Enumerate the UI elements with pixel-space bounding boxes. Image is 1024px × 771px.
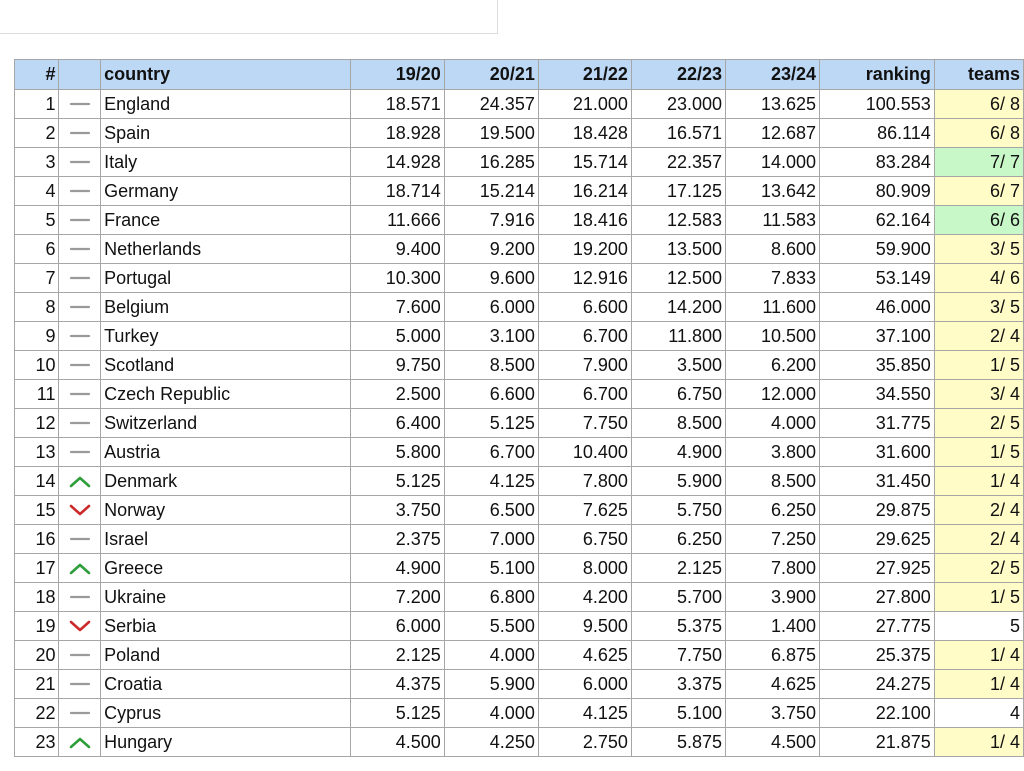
table-row[interactable] — [15, 438, 1024, 467]
rank-cell: 19 — [15, 612, 59, 641]
table-row[interactable] — [15, 148, 1024, 177]
ranking-cell: 31.450 — [820, 467, 935, 496]
season-22-23-cell: 5.100 — [631, 699, 725, 728]
season-21-22-cell: 6.700 — [538, 322, 631, 351]
season-19-20-cell: 7.200 — [350, 583, 444, 612]
season-21-22-cell: 7.750 — [538, 409, 631, 438]
table-row[interactable] — [15, 670, 1024, 699]
trend-cell — [59, 467, 101, 496]
teams-cell: 7/ 7 — [934, 148, 1023, 177]
season-19-20-cell: 5.800 — [350, 438, 444, 467]
table-row[interactable] — [15, 235, 1024, 264]
season-23-24-cell: 3.750 — [726, 699, 820, 728]
trend-cell — [59, 612, 101, 641]
ranking-cell: 46.000 — [820, 293, 935, 322]
teams-cell: 1/ 5 — [934, 438, 1023, 467]
trend-cell — [59, 90, 101, 119]
season-22-23-cell: 13.500 — [631, 235, 725, 264]
season-22-23-cell: 2.125 — [631, 554, 725, 583]
season-21-22-cell: 21.000 — [538, 90, 631, 119]
season-19-20-cell: 6.400 — [350, 409, 444, 438]
table-row[interactable] — [15, 264, 1024, 293]
teams-cell: 6/ 7 — [934, 177, 1023, 206]
rank-cell: 5 — [15, 206, 59, 235]
table-row[interactable] — [15, 525, 1024, 554]
teams-cell: 3/ 5 — [934, 235, 1023, 264]
trend-cell — [59, 728, 101, 757]
trend-same-icon — [62, 155, 97, 169]
season-19-20-cell: 5.125 — [350, 467, 444, 496]
ranking-cell: 86.114 — [820, 119, 935, 148]
trend-same-icon — [62, 213, 97, 227]
rank-cell: 10 — [15, 351, 59, 380]
season-21-22-cell: 4.625 — [538, 641, 631, 670]
season-19-20-cell: 3.750 — [350, 496, 444, 525]
season-22-23-cell: 14.200 — [631, 293, 725, 322]
trend-cell — [59, 322, 101, 351]
rank-cell: 8 — [15, 293, 59, 322]
season-20-21-cell: 4.000 — [444, 641, 538, 670]
table-row[interactable] — [15, 554, 1024, 583]
header-row — [15, 60, 1024, 90]
ranking-cell: 27.800 — [820, 583, 935, 612]
teams-cell: 6/ 8 — [934, 90, 1023, 119]
col-header-trend[interactable] — [59, 60, 101, 90]
table-row[interactable] — [15, 322, 1024, 351]
season-23-24-cell: 12.000 — [726, 380, 820, 409]
trend-cell — [59, 264, 101, 293]
table-row[interactable] — [15, 90, 1024, 119]
season-21-22-cell: 6.600 — [538, 293, 631, 322]
season-23-24-cell: 7.800 — [726, 554, 820, 583]
col-header-season-22-23[interactable]: 22/23 — [631, 60, 725, 90]
teams-cell: 1/ 4 — [934, 670, 1023, 699]
season-21-22-cell: 18.416 — [538, 206, 631, 235]
teams-cell: 2/ 5 — [934, 409, 1023, 438]
country-cell: Germany — [101, 177, 351, 206]
trend-cell — [59, 119, 101, 148]
rank-cell: 11 — [15, 380, 59, 409]
season-20-21-cell: 16.285 — [444, 148, 538, 177]
ranking-cell: 27.925 — [820, 554, 935, 583]
country-cell: Scotland — [101, 351, 351, 380]
country-cell: Israel — [101, 525, 351, 554]
season-22-23-cell: 5.375 — [631, 612, 725, 641]
teams-cell: 1/ 4 — [934, 641, 1023, 670]
col-header-teams[interactable]: teams — [934, 60, 1023, 90]
season-20-21-cell: 9.200 — [444, 235, 538, 264]
teams-cell: 2/ 4 — [934, 496, 1023, 525]
season-19-20-cell: 11.666 — [350, 206, 444, 235]
season-20-21-cell: 5.900 — [444, 670, 538, 699]
trend-cell — [59, 206, 101, 235]
season-23-24-cell: 13.642 — [726, 177, 820, 206]
ranking-cell: 62.164 — [820, 206, 935, 235]
trend-same-icon — [62, 184, 97, 198]
season-22-23-cell: 23.000 — [631, 90, 725, 119]
rank-cell: 13 — [15, 438, 59, 467]
table-row[interactable] — [15, 728, 1024, 757]
table-row[interactable] — [15, 409, 1024, 438]
season-19-20-cell: 6.000 — [350, 612, 444, 641]
season-19-20-cell: 18.714 — [350, 177, 444, 206]
season-20-21-cell: 6.600 — [444, 380, 538, 409]
country-cell: Greece — [101, 554, 351, 583]
teams-cell: 6/ 6 — [934, 206, 1023, 235]
season-20-21-cell: 9.600 — [444, 264, 538, 293]
season-22-23-cell: 8.500 — [631, 409, 725, 438]
teams-cell: 2/ 5 — [934, 554, 1023, 583]
season-21-22-cell: 7.625 — [538, 496, 631, 525]
col-header-season-21-22[interactable]: 21/22 — [538, 60, 631, 90]
season-20-21-cell: 6.500 — [444, 496, 538, 525]
ranking-cell: 29.875 — [820, 496, 935, 525]
trend-same-icon — [62, 532, 97, 546]
season-23-24-cell: 10.500 — [726, 322, 820, 351]
season-20-21-cell: 5.500 — [444, 612, 538, 641]
table-row[interactable] — [15, 467, 1024, 496]
table-row[interactable] — [15, 177, 1024, 206]
season-23-24-cell: 12.687 — [726, 119, 820, 148]
table-row[interactable] — [15, 641, 1024, 670]
ranking-cell: 35.850 — [820, 351, 935, 380]
trend-cell — [59, 438, 101, 467]
teams-cell: 3/ 4 — [934, 380, 1023, 409]
season-19-20-cell: 18.571 — [350, 90, 444, 119]
trend-cell — [59, 380, 101, 409]
season-23-24-cell: 6.875 — [726, 641, 820, 670]
trend-same-icon — [62, 677, 97, 691]
trend-up-icon — [62, 561, 97, 575]
season-22-23-cell: 16.571 — [631, 119, 725, 148]
season-23-24-cell: 11.583 — [726, 206, 820, 235]
rank-cell: 6 — [15, 235, 59, 264]
rank-cell: 9 — [15, 322, 59, 351]
season-23-24-cell: 3.900 — [726, 583, 820, 612]
country-cell: Serbia — [101, 612, 351, 641]
trend-cell — [59, 699, 101, 728]
col-header-season-19-20[interactable]: 19/20 — [350, 60, 444, 90]
teams-cell: 2/ 4 — [934, 525, 1023, 554]
season-19-20-cell: 2.375 — [350, 525, 444, 554]
teams-cell: 4 — [934, 699, 1023, 728]
country-cell: Cyprus — [101, 699, 351, 728]
rank-cell: 18 — [15, 583, 59, 612]
col-header-season-23-24[interactable]: 23/24 — [726, 60, 820, 90]
table-row[interactable] — [15, 380, 1024, 409]
table-row[interactable] — [15, 351, 1024, 380]
season-19-20-cell: 9.750 — [350, 351, 444, 380]
season-22-23-cell: 5.900 — [631, 467, 725, 496]
season-21-22-cell: 9.500 — [538, 612, 631, 641]
trend-same-icon — [62, 300, 97, 314]
trend-cell — [59, 235, 101, 264]
ranking-cell: 21.875 — [820, 728, 935, 757]
season-19-20-cell: 5.000 — [350, 322, 444, 351]
trend-same-icon — [62, 126, 97, 140]
table-row[interactable] — [15, 206, 1024, 235]
season-23-24-cell: 8.600 — [726, 235, 820, 264]
season-22-23-cell: 11.800 — [631, 322, 725, 351]
trend-cell — [59, 293, 101, 322]
trend-same-icon — [62, 590, 97, 604]
ranking-cell: 53.149 — [820, 264, 935, 293]
season-22-23-cell: 7.750 — [631, 641, 725, 670]
trend-cell — [59, 177, 101, 206]
trend-up-icon — [62, 735, 97, 749]
season-22-23-cell: 5.750 — [631, 496, 725, 525]
season-22-23-cell: 12.583 — [631, 206, 725, 235]
table-row[interactable] — [15, 293, 1024, 322]
season-22-23-cell: 5.875 — [631, 728, 725, 757]
trend-same-icon — [62, 271, 97, 285]
season-22-23-cell: 22.357 — [631, 148, 725, 177]
trend-cell — [59, 641, 101, 670]
season-22-23-cell: 17.125 — [631, 177, 725, 206]
season-23-24-cell: 1.400 — [726, 612, 820, 641]
teams-cell: 1/ 4 — [934, 467, 1023, 496]
season-23-24-cell: 6.250 — [726, 496, 820, 525]
ranking-cell: 83.284 — [820, 148, 935, 177]
season-22-23-cell: 3.500 — [631, 351, 725, 380]
trend-up-icon — [62, 474, 97, 488]
rank-cell: 16 — [15, 525, 59, 554]
ranking-cell: 100.553 — [820, 90, 935, 119]
season-19-20-cell: 2.125 — [350, 641, 444, 670]
rank-cell: 15 — [15, 496, 59, 525]
season-21-22-cell: 4.200 — [538, 583, 631, 612]
trend-same-icon — [62, 445, 97, 459]
season-20-21-cell: 6.700 — [444, 438, 538, 467]
trend-cell — [59, 351, 101, 380]
season-21-22-cell: 6.700 — [538, 380, 631, 409]
country-cell: Belgium — [101, 293, 351, 322]
season-23-24-cell: 3.800 — [726, 438, 820, 467]
country-cell: Croatia — [101, 670, 351, 699]
col-header-ranking[interactable]: ranking — [820, 60, 935, 90]
country-cell: Switzerland — [101, 409, 351, 438]
season-20-21-cell: 6.000 — [444, 293, 538, 322]
season-21-22-cell: 7.900 — [538, 351, 631, 380]
country-cell: Spain — [101, 119, 351, 148]
season-21-22-cell: 7.800 — [538, 467, 631, 496]
ranking-cell: 27.775 — [820, 612, 935, 641]
country-cell: Turkey — [101, 322, 351, 351]
ranking-cell: 29.625 — [820, 525, 935, 554]
top-panel — [0, 0, 498, 34]
season-20-21-cell: 4.125 — [444, 467, 538, 496]
season-19-20-cell: 10.300 — [350, 264, 444, 293]
ranking-cell: 31.600 — [820, 438, 935, 467]
ranking-cell: 59.900 — [820, 235, 935, 264]
rank-cell: 3 — [15, 148, 59, 177]
table-row[interactable] — [15, 119, 1024, 148]
trend-same-icon — [62, 387, 97, 401]
season-21-22-cell: 4.125 — [538, 699, 631, 728]
season-23-24-cell: 7.250 — [726, 525, 820, 554]
country-cell: Poland — [101, 641, 351, 670]
season-19-20-cell: 14.928 — [350, 148, 444, 177]
ranking-cell: 25.375 — [820, 641, 935, 670]
ranking-cell: 80.909 — [820, 177, 935, 206]
rank-cell: 20 — [15, 641, 59, 670]
season-21-22-cell: 8.000 — [538, 554, 631, 583]
season-20-21-cell: 6.800 — [444, 583, 538, 612]
season-20-21-cell: 5.125 — [444, 409, 538, 438]
season-21-22-cell: 19.200 — [538, 235, 631, 264]
season-20-21-cell: 8.500 — [444, 351, 538, 380]
season-19-20-cell: 4.500 — [350, 728, 444, 757]
trend-cell — [59, 583, 101, 612]
rank-cell: 7 — [15, 264, 59, 293]
season-22-23-cell: 4.900 — [631, 438, 725, 467]
table-row[interactable] — [15, 699, 1024, 728]
season-19-20-cell: 4.375 — [350, 670, 444, 699]
season-20-21-cell: 24.357 — [444, 90, 538, 119]
season-19-20-cell: 9.400 — [350, 235, 444, 264]
trend-down-icon — [62, 619, 97, 633]
country-cell: Austria — [101, 438, 351, 467]
season-23-24-cell: 6.200 — [726, 351, 820, 380]
teams-cell: 3/ 5 — [934, 293, 1023, 322]
country-cell: England — [101, 90, 351, 119]
trend-same-icon — [62, 706, 97, 720]
country-cell: Italy — [101, 148, 351, 177]
ranking-table — [14, 59, 1024, 757]
table-row[interactable] — [15, 612, 1024, 641]
season-23-24-cell: 8.500 — [726, 467, 820, 496]
trend-cell — [59, 554, 101, 583]
season-22-23-cell: 6.250 — [631, 525, 725, 554]
table-row[interactable] — [15, 496, 1024, 525]
season-19-20-cell: 7.600 — [350, 293, 444, 322]
country-cell: Netherlands — [101, 235, 351, 264]
trend-same-icon — [62, 648, 97, 662]
trend-cell — [59, 148, 101, 177]
rank-cell: 23 — [15, 728, 59, 757]
teams-cell: 2/ 4 — [934, 322, 1023, 351]
ranking-cell: 22.100 — [820, 699, 935, 728]
ranking-cell: 24.275 — [820, 670, 935, 699]
season-23-24-cell: 13.625 — [726, 90, 820, 119]
season-21-22-cell: 2.750 — [538, 728, 631, 757]
season-22-23-cell: 12.500 — [631, 264, 725, 293]
rank-cell: 12 — [15, 409, 59, 438]
teams-cell: 4/ 6 — [934, 264, 1023, 293]
season-21-22-cell: 10.400 — [538, 438, 631, 467]
season-20-21-cell: 4.000 — [444, 699, 538, 728]
rank-cell: 21 — [15, 670, 59, 699]
rank-cell: 17 — [15, 554, 59, 583]
rank-cell: 22 — [15, 699, 59, 728]
season-23-24-cell: 14.000 — [726, 148, 820, 177]
country-cell: Hungary — [101, 728, 351, 757]
teams-cell: 1/ 4 — [934, 728, 1023, 757]
trend-cell — [59, 409, 101, 438]
trend-same-icon — [62, 329, 97, 343]
season-21-22-cell: 15.714 — [538, 148, 631, 177]
ranking-cell: 34.550 — [820, 380, 935, 409]
season-22-23-cell: 3.375 — [631, 670, 725, 699]
season-21-22-cell: 16.214 — [538, 177, 631, 206]
col-header-country[interactable]: country — [101, 60, 351, 90]
teams-cell: 1/ 5 — [934, 351, 1023, 380]
season-22-23-cell: 5.700 — [631, 583, 725, 612]
trend-cell — [59, 525, 101, 554]
trend-cell — [59, 496, 101, 525]
country-cell: Norway — [101, 496, 351, 525]
ranking-cell: 37.100 — [820, 322, 935, 351]
season-20-21-cell: 7.916 — [444, 206, 538, 235]
trend-same-icon — [62, 97, 97, 111]
season-19-20-cell: 5.125 — [350, 699, 444, 728]
trend-same-icon — [62, 242, 97, 256]
season-21-22-cell: 6.000 — [538, 670, 631, 699]
season-20-21-cell: 15.214 — [444, 177, 538, 206]
country-cell: Czech Republic — [101, 380, 351, 409]
trend-down-icon — [62, 503, 97, 517]
season-23-24-cell: 4.000 — [726, 409, 820, 438]
country-cell: Ukraine — [101, 583, 351, 612]
season-21-22-cell: 6.750 — [538, 525, 631, 554]
rank-cell: 2 — [15, 119, 59, 148]
season-20-21-cell: 5.100 — [444, 554, 538, 583]
country-cell: France — [101, 206, 351, 235]
season-23-24-cell: 11.600 — [726, 293, 820, 322]
table-row[interactable] — [15, 583, 1024, 612]
season-23-24-cell: 4.625 — [726, 670, 820, 699]
trend-same-icon — [62, 416, 97, 430]
season-23-24-cell: 7.833 — [726, 264, 820, 293]
teams-cell: 6/ 8 — [934, 119, 1023, 148]
season-20-21-cell: 19.500 — [444, 119, 538, 148]
season-23-24-cell: 4.500 — [726, 728, 820, 757]
season-21-22-cell: 18.428 — [538, 119, 631, 148]
season-19-20-cell: 18.928 — [350, 119, 444, 148]
season-20-21-cell: 4.250 — [444, 728, 538, 757]
teams-cell: 1/ 5 — [934, 583, 1023, 612]
season-19-20-cell: 2.500 — [350, 380, 444, 409]
rank-cell: 14 — [15, 467, 59, 496]
trend-same-icon — [62, 358, 97, 372]
trend-cell — [59, 670, 101, 699]
season-20-21-cell: 7.000 — [444, 525, 538, 554]
season-20-21-cell: 3.100 — [444, 322, 538, 351]
season-19-20-cell: 4.900 — [350, 554, 444, 583]
rank-cell: 1 — [15, 90, 59, 119]
col-header-season-20-21[interactable]: 20/21 — [444, 60, 538, 90]
country-cell: Denmark — [101, 467, 351, 496]
ranking-cell: 31.775 — [820, 409, 935, 438]
country-cell: Portugal — [101, 264, 351, 293]
season-21-22-cell: 12.916 — [538, 264, 631, 293]
season-22-23-cell: 6.750 — [631, 380, 725, 409]
teams-cell: 5 — [934, 612, 1023, 641]
rank-cell: 4 — [15, 177, 59, 206]
col-header-rank[interactable]: # — [15, 60, 59, 90]
